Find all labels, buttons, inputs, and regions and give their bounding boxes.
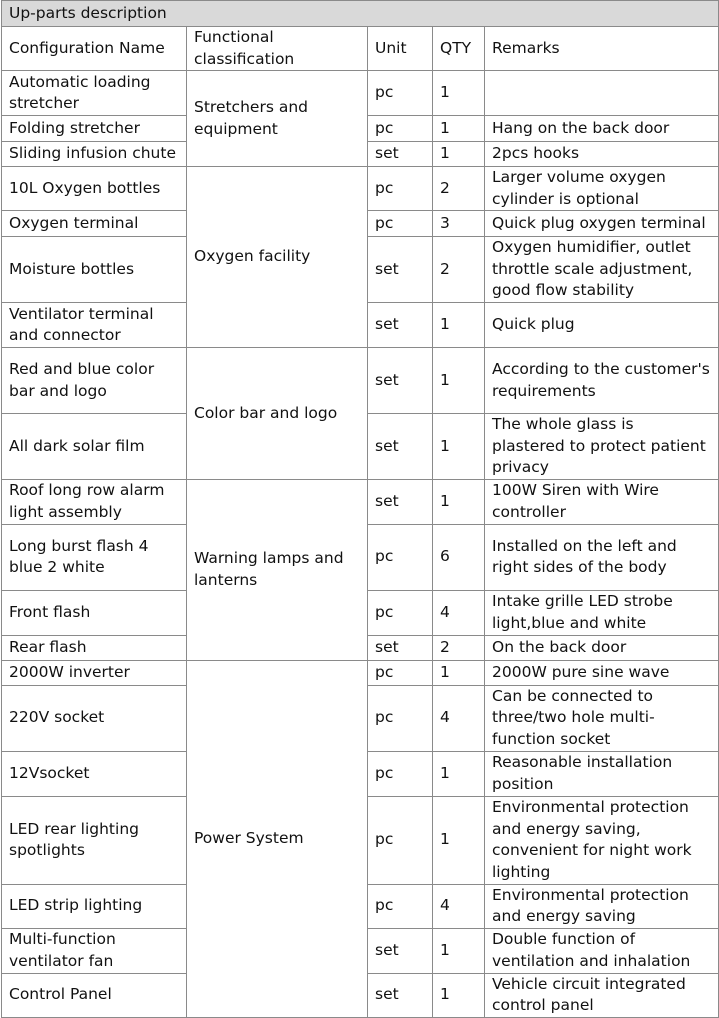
unit-cell: pc [368, 796, 433, 884]
configuration-name-cell: Front flash [2, 590, 187, 635]
unit-cell: pc [368, 524, 433, 590]
unit-cell: set [368, 348, 433, 414]
unit-cell: set [368, 303, 433, 348]
unit-cell: pc [368, 751, 433, 796]
qty-cell: 1 [433, 414, 485, 480]
configuration-name-cell: Control Panel [2, 973, 187, 1017]
remarks-cell: Environmental protection and energy saving, convenient for night work lighting [485, 796, 719, 884]
remarks-cell: Larger volume oxygen cylinder is optional [485, 167, 719, 211]
remarks-cell: Double function of ventilation and inhalation [485, 928, 719, 973]
qty-cell: 1 [433, 796, 485, 884]
unit-cell: set [368, 142, 433, 167]
unit-cell: set [368, 928, 433, 973]
unit-cell: pc [368, 71, 433, 116]
remarks-cell: The whole glass is plastered to protect patient privacy [485, 414, 719, 480]
functional-classification-cell: Power System [187, 660, 368, 1017]
functional-classification-cell: Color bar and logo [187, 348, 368, 480]
header-configuration-name: Configuration Name [2, 27, 187, 71]
remarks-cell: Quick plug [485, 303, 719, 348]
remarks-cell: Reasonable installation position [485, 751, 719, 796]
qty-cell: 4 [433, 884, 485, 928]
header-row [2, 27, 719, 71]
qty-cell: 1 [433, 660, 485, 685]
table-title: Up-parts description [2, 1, 719, 27]
configuration-name-cell: 2000W inverter [2, 660, 187, 685]
configuration-name-cell: 12Vsocket [2, 751, 187, 796]
remarks-cell: Quick plug oxygen terminal [485, 211, 719, 237]
table-row [2, 71, 719, 116]
configuration-name-cell: Moisture bottles [2, 237, 187, 303]
remarks-cell: According to the customer's requirements [485, 348, 719, 414]
configuration-name-cell: Oxygen terminal [2, 211, 187, 237]
unit-cell: set [368, 479, 433, 524]
qty-cell: 4 [433, 590, 485, 635]
unit-cell: set [368, 973, 433, 1017]
functional-classification-cell: Stretchers and equipment [187, 71, 368, 167]
configuration-name-cell: 10L Oxygen bottles [2, 167, 187, 211]
configuration-name-cell: LED rear lighting spotlights [2, 796, 187, 884]
unit-cell: pc [368, 167, 433, 211]
table-title-row [2, 1, 719, 27]
unit-cell: pc [368, 685, 433, 751]
table-row [2, 167, 719, 211]
unit-cell: pc [368, 211, 433, 237]
table-row [2, 479, 719, 524]
qty-cell: 1 [433, 973, 485, 1017]
remarks-cell [485, 71, 719, 116]
unit-cell: pc [368, 660, 433, 685]
qty-cell: 2 [433, 237, 485, 303]
remarks-cell: Oxygen humidifier, outlet throttle scale adjustment, good flow stability [485, 237, 719, 303]
functional-classification-cell: Warning lamps and lanterns [187, 479, 368, 660]
configuration-name-cell: Red and blue color bar and logo [2, 348, 187, 414]
configuration-name-cell: 220V socket [2, 685, 187, 751]
remarks-cell: 100W Siren with Wire controller [485, 479, 719, 524]
table-row [2, 660, 719, 685]
header-functional-classification: Functional classification [187, 27, 368, 71]
qty-cell: 1 [433, 303, 485, 348]
qty-cell: 1 [433, 348, 485, 414]
remarks-cell: 2000W pure sine wave [485, 660, 719, 685]
qty-cell: 2 [433, 635, 485, 660]
remarks-cell: 2pcs hooks [485, 142, 719, 167]
up-parts-table [1, 0, 719, 1018]
qty-cell: 1 [433, 751, 485, 796]
configuration-name-cell: Sliding infusion chute [2, 142, 187, 167]
qty-cell: 1 [433, 71, 485, 116]
qty-cell: 2 [433, 167, 485, 211]
qty-cell: 1 [433, 142, 485, 167]
remarks-cell: Can be connected to three/two hole multi-function socket [485, 685, 719, 751]
functional-classification-cell: Oxygen facility [187, 167, 368, 348]
configuration-name-cell: Multi-function ventilator fan [2, 928, 187, 973]
qty-cell: 1 [433, 928, 485, 973]
configuration-name-cell: All dark solar film [2, 414, 187, 480]
header-remarks: Remarks [485, 27, 719, 71]
remarks-cell: Vehicle circuit integrated control panel [485, 973, 719, 1017]
configuration-name-cell: Ventilator terminal and connector [2, 303, 187, 348]
unit-cell: set [368, 414, 433, 480]
parts-table-container [1, 0, 718, 1018]
qty-cell: 1 [433, 479, 485, 524]
unit-cell: set [368, 635, 433, 660]
configuration-name-cell: LED strip lighting [2, 884, 187, 928]
remarks-cell: On the back door [485, 635, 719, 660]
remarks-cell: Intake grille LED strobe light,blue and white [485, 590, 719, 635]
qty-cell: 3 [433, 211, 485, 237]
header-qty: QTY [433, 27, 485, 71]
configuration-name-cell: Folding stretcher [2, 116, 187, 142]
configuration-name-cell: Roof long row alarm light assembly [2, 479, 187, 524]
header-unit: Unit [368, 27, 433, 71]
remarks-cell: Installed on the left and right sides of the body [485, 524, 719, 590]
qty-cell: 4 [433, 685, 485, 751]
unit-cell: pc [368, 590, 433, 635]
qty-cell: 6 [433, 524, 485, 590]
configuration-name-cell: Automatic loading stretcher [2, 71, 187, 116]
unit-cell: set [368, 237, 433, 303]
qty-cell: 1 [433, 116, 485, 142]
remarks-cell: Hang on the back door [485, 116, 719, 142]
unit-cell: pc [368, 884, 433, 928]
unit-cell: pc [368, 116, 433, 142]
remarks-cell: Environmental protection and energy saving [485, 884, 719, 928]
configuration-name-cell: Rear flash [2, 635, 187, 660]
configuration-name-cell: Long burst flash 4 blue 2 white [2, 524, 187, 590]
table-row [2, 348, 719, 414]
